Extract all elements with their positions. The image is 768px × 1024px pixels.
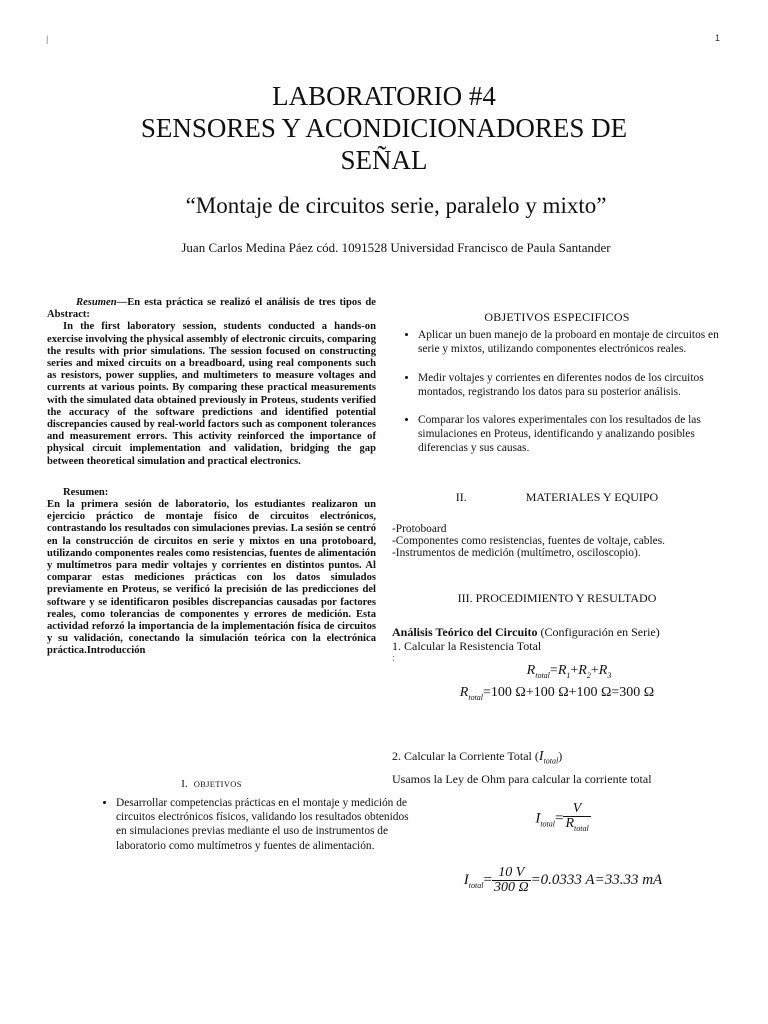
- list-item: • Medir voltajes y corrientes en diferentes nodos de los circuitos montados, registrando los datos para su posterior análisis.: [418, 371, 722, 399]
- objectives-heading: [47, 778, 376, 790]
- title-line-3: SEÑAL: [340, 145, 428, 175]
- eq-subscript: total: [540, 819, 555, 829]
- objectives-title: OBJETIVOS: [193, 779, 242, 789]
- step-2: [392, 749, 722, 769]
- ohm-law-text: Usamos la Ley de Ohm para calcular la corriente total: [392, 771, 652, 786]
- fraction-numerator: 10 V: [492, 866, 531, 881]
- eq-symbol: R: [598, 663, 608, 679]
- fraction: [492, 866, 531, 895]
- analysis-title: [392, 625, 722, 639]
- eq-subscript: total: [535, 670, 550, 680]
- procedure-heading: III. PROCEDIMIENTO Y RESULTADO: [457, 590, 657, 605]
- analysis-rest: (Configuración en Serie): [537, 625, 660, 640]
- abstract-lead-label: Resumen: [76, 297, 117, 308]
- page-number: 1: [714, 33, 720, 43]
- eq-symbol: I: [538, 749, 544, 765]
- eq-symbol: =: [554, 810, 564, 827]
- eq-subscript: total: [543, 756, 559, 766]
- list-item: • Desarrollar competencias prácticas en el montaje y medición de circuitos electrónicos físicos, validando los resultados obtenidos en simulaciones previas mediante el uso de instrumentos de laboratorio como multímetros y fuentes de alimentación.: [116, 796, 422, 853]
- abstract-spanish-body: En la primera sesión de laboratorio, los estudiantes realizaron un ejercicio práctico de montaje físico de circuitos electrónicos, contrastando los resultados con simulaciones previas. La sesión se centró en la construcción de circuitos en serie y mixtos en una protoboard, utilizando componentes reales como resistencias, fuentes de alimentación y multímetros para medir voltajes y corrientes en distintos puntos. Al comparar estas mediciones prácticas con los datos simulados previamente en Proteus, se verificó la precisión de las predicciones del software y se identificaron posibles discrepancias causadas por factores reales, como tolerancias de componentes y errores de medición. Esta actividad reforzó la importancia de la implementación física de circuitos y su validación, conectando la simulación teórica con la electrónica práctica.Introducción: [47, 499, 376, 657]
- eq-symbol: +: [590, 663, 599, 679]
- analysis-bold: Análisis Teórico del Circuito: [392, 625, 538, 640]
- fraction: [563, 802, 590, 836]
- equation-ohm-law: [392, 802, 722, 836]
- eq-symbol: R: [557, 663, 567, 679]
- objectives-list: [70, 796, 422, 853]
- left-column: [47, 297, 376, 658]
- materials-list: [392, 523, 722, 559]
- eq-symbol: R: [526, 663, 536, 679]
- eq-rhs: =0.0333 A=33.33 mA: [530, 872, 663, 889]
- eq-subscript: 1: [566, 670, 571, 680]
- list-item: • Comparar los valores experimentales con los resultados de las simulaciones en Proteus, identificando y analizando posibles diferencias y sus causas.: [418, 413, 722, 456]
- colon-mark: :: [392, 652, 396, 665]
- title-block: [0, 80, 768, 176]
- title-line-2: SENSORES Y ACONDICIONADORES DE: [140, 113, 628, 143]
- right-column: [392, 305, 722, 895]
- materials-numeral: II.: [455, 489, 467, 504]
- eq-symbol: =: [549, 663, 558, 679]
- list-item: -Instrumentos de medición (multímetro, osciloscopio).: [392, 546, 641, 559]
- eq-subscript: 2: [586, 670, 591, 680]
- eq-symbol: I: [463, 872, 469, 889]
- list-item: -Protoboard: [392, 522, 447, 535]
- eq-subscript: total: [468, 692, 484, 702]
- objectives-numeral: I.: [181, 778, 188, 790]
- eq-subscript: total: [468, 881, 484, 891]
- materials-title: MATERIALES Y EQUIPO: [525, 489, 659, 504]
- equation-total-resistance-values: [392, 686, 722, 705]
- subtitle: “Montaje de circuitos serie, paralelo y mixto”: [185, 193, 607, 218]
- equation-total-resistance: [392, 664, 722, 683]
- eq-symbol: R: [459, 685, 469, 701]
- list-item: -Componentes como resistencias, fuentes de voltaje, cables.: [392, 534, 665, 547]
- eq-subscript: 3: [607, 670, 612, 680]
- specific-objectives-list: [392, 328, 722, 455]
- fraction-denominator: 300 Ω: [493, 880, 529, 896]
- eq-symbol: +: [570, 663, 579, 679]
- eq-symbol: R: [578, 663, 587, 679]
- authors: Juan Carlos Medina Páez cód. 1091528 Universidad Francisco de Paula Santander: [181, 240, 611, 255]
- abstract-lead-rest: —En esta práctica se realizó el análisis de tres tipos de Abstract:: [47, 297, 376, 321]
- abstract-english: [47, 297, 376, 468]
- eq-subscript: total: [574, 823, 589, 833]
- fraction-denominator: [563, 817, 590, 836]
- abstract-lead: [47, 297, 376, 321]
- specific-objectives-heading: OBJETIVOS ESPECIFICOS: [484, 310, 630, 324]
- abstract-english-body: In the first laboratory session, students conducted a hands-on exercise involving the physical assembly of electronic circuits, comparing the results with prior simulations. The session focused on constructing series and mixed circuits on a breadboard, using real components such as resistors, power supplies, and multimeters to measure voltages and currents at various points. By comparing these practical measurements with the simulated data obtained previously in Proteus, students verified the accuracy of the software predictions and identified potential discrepancies caused by real-world factors such as component tolerances and measurement errors. This activity reinforced the importance of physical circuit implementation and validation, bridging the gap between theoretical simulation and practical electronics.: [47, 321, 376, 467]
- title-line-1: LABORATORIO #4: [272, 81, 496, 111]
- step-2-prefix: 2. Calcular la Corriente Total (: [392, 749, 539, 764]
- eq-symbol: I: [535, 810, 541, 827]
- fraction-numerator: V: [563, 802, 590, 817]
- page-mark: |: [46, 34, 49, 44]
- eq-rhs: =100 Ω+100 Ω+100 Ω=300 Ω: [483, 685, 655, 701]
- step-2-suffix: ): [558, 749, 563, 764]
- materials-heading: [392, 490, 722, 504]
- eq-symbol: =: [483, 872, 492, 889]
- eq-symbol: R: [565, 816, 575, 832]
- list-item: • Aplicar un buen manejo de la proboard en montaje de circuitos en serie y mixtos, utilizando componentes electrónicos reales.: [418, 328, 722, 356]
- step-1: 1. Calcular la Resistencia Total: [392, 639, 542, 654]
- abstract-spanish-heading: Resumen:: [63, 486, 109, 498]
- equation-current-result: [392, 866, 722, 895]
